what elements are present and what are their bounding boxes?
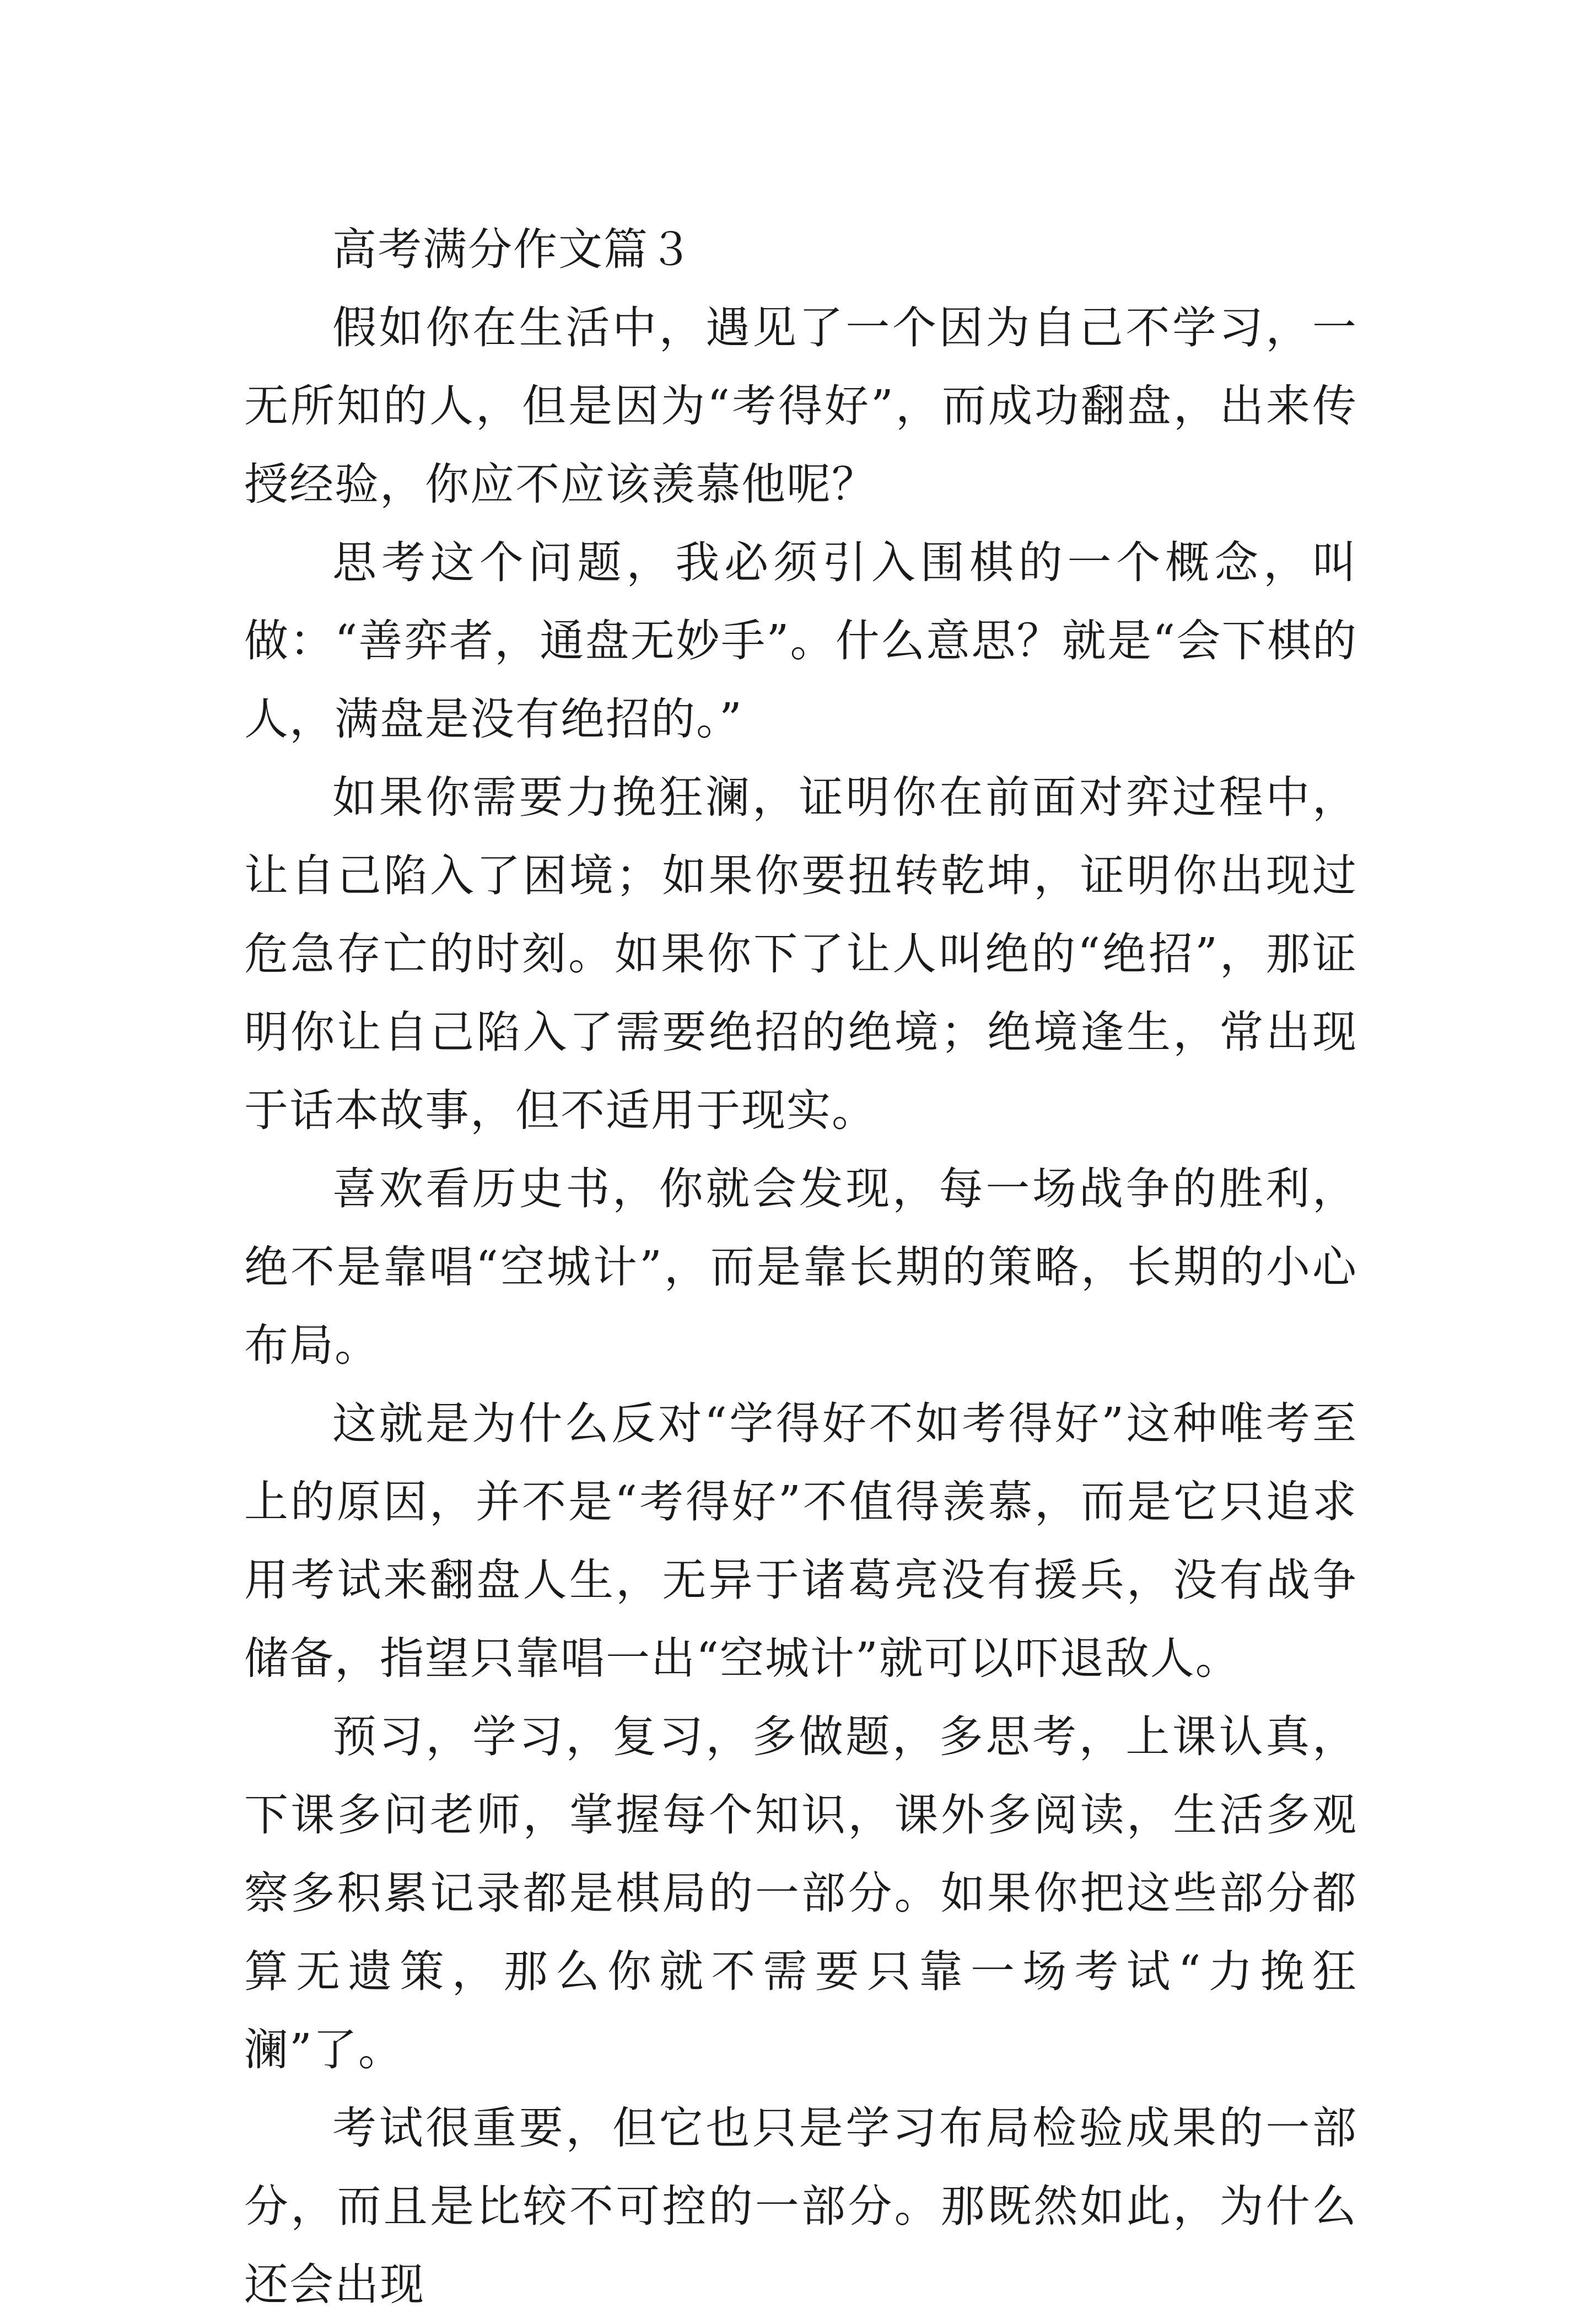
paragraph-1: 假如你在生活中，遇见了一个因为自己不学习，一无所知的人，但是因为“考得好”，而成功翻盘，出来传授经验，你应不应该羡慕他呢？ (244, 302, 1357, 510)
paragraph-7: 考试很重要，但它也只是学习布局检验成果的一部分，而且是比较不可控的一部分。那既然如此，为什么还会出现 (244, 2102, 1357, 2310)
paragraph-5: 这就是为什么反对“学得好不如考得好”这种唯考至上的原因，并不是“考得好”不值得羡慕，而是它只追求用考试来翻盘人生，无异于诸葛亮没有援兵，没有战争储备，指望只靠唱一出“空城计”就可以吓退敌人。 (244, 1398, 1357, 1684)
paragraph-6: 预习，学习，复习，多做题，多思考，上课认真，下课多问老师，掌握每个知识，课外多阅读，生活多观察多积累记录都是棋局的一部分。如果你把这些部分都算无遗策，那么你就不需要只靠一场考试“力挽狂澜”了。 (244, 1711, 1357, 2075)
document-body (244, 211, 1357, 2324)
paragraph-4: 喜欢看历史书，你就会发现，每一场战争的胜利，绝不是靠唱“空城计”，而是靠长期的策略，长期的小心布局。 (244, 1163, 1357, 1371)
document-title: 高考满分作文篇３ (332, 224, 694, 275)
paragraph-2: 思考这个问题，我必须引入围棋的一个概念，叫做：“善弈者，通盘无妙手”。什么意思？就是“会下棋的人，满盘是没有绝招的。” (244, 537, 1357, 745)
paragraph-3: 如果你需要力挽狂澜，证明你在前面对弈过程中，让自己陷入了困境；如果你要扭转乾坤，证明你出现过危急存亡的时刻。如果你下了让人叫绝的“绝招”，那证明你让自己陷入了需要绝招的绝境；绝境逢生，常出现于话本故事，但不适用于现实。 (244, 772, 1357, 1136)
